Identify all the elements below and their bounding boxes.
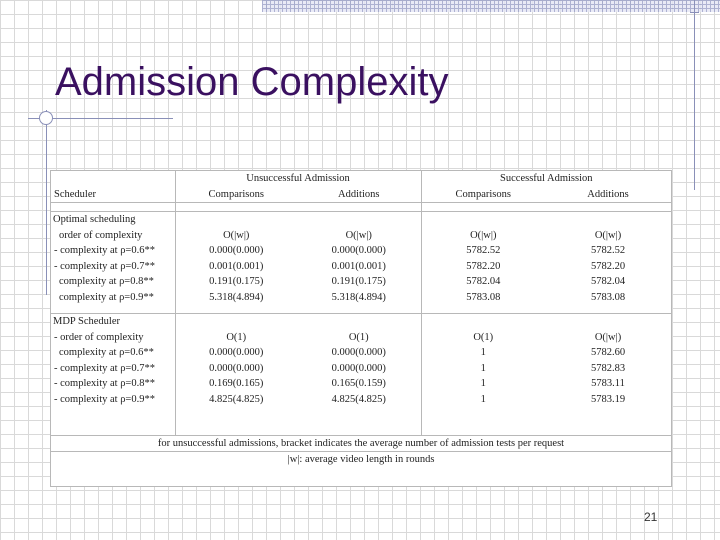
- blank-cell: [51, 407, 175, 436]
- empty-cell: [297, 212, 421, 228]
- spacer-cell: [421, 305, 545, 314]
- table-row: [51, 376, 671, 392]
- spacer-cell: [175, 203, 297, 212]
- blank-row: [51, 407, 671, 436]
- table-cell: 5.318(4.894): [175, 290, 297, 306]
- spacer-cell: [51, 305, 175, 314]
- admission-complexity-table: [51, 171, 671, 467]
- table-cell: 0.165(0.159): [331, 378, 386, 389]
- row-label: complexity at ρ=0.8**: [59, 276, 154, 287]
- accent-circle-icon: [39, 111, 53, 125]
- table-row: [51, 290, 671, 306]
- section-label: Optimal scheduling: [53, 214, 136, 225]
- section-label: MDP Scheduler: [53, 316, 120, 327]
- group-header-successful: Successful Admission: [421, 171, 671, 187]
- table-row: [51, 361, 671, 377]
- empty-cell: [175, 212, 297, 228]
- table-cell: O(|w|): [594, 229, 622, 241]
- spacer-cell: [545, 203, 671, 212]
- table-cell: O(1): [348, 331, 369, 343]
- blank-cell: [297, 407, 421, 436]
- group-header-unsuccessful: Unsuccessful Admission: [175, 171, 421, 187]
- table-cell: 5782.04: [590, 276, 626, 287]
- row-label: - complexity at ρ=0.7**: [54, 362, 155, 374]
- table-cell: 0.000(0.000): [331, 245, 386, 256]
- table-cell: 0.169(0.165): [175, 376, 297, 392]
- table-row: [51, 345, 671, 361]
- row-label: complexity at ρ=0.9**: [59, 291, 154, 303]
- blank-cell: [175, 407, 297, 436]
- table-cell: 5.318(4.894): [331, 291, 386, 303]
- table-cell: 5782.60: [590, 347, 626, 358]
- table-cell: 0.191(0.175): [331, 276, 386, 287]
- table-cell: 0.000(0.000): [331, 347, 386, 358]
- table-cell: 4.825(4.825): [175, 392, 297, 408]
- spacer-cell: [297, 305, 421, 314]
- table-cell: 1: [421, 361, 545, 377]
- row-label: - complexity at ρ=0.7**: [54, 260, 155, 272]
- page-number: 21: [644, 510, 658, 524]
- empty-cell: [545, 314, 671, 330]
- slide-title: Admission Complexity: [55, 60, 449, 104]
- table-cell: 5783.19: [590, 393, 626, 405]
- spacer-row: [51, 203, 671, 212]
- table-row: [51, 243, 671, 259]
- table-cell: 5782.20: [421, 259, 545, 275]
- blank-cell: [545, 407, 671, 436]
- table-cell: 0.001(0.001): [331, 260, 386, 272]
- empty-cell: [421, 212, 545, 228]
- table-cell: 0.000(0.000): [175, 345, 297, 361]
- table-cell: 0.000(0.000): [175, 243, 297, 259]
- column-header-scheduler: Scheduler: [51, 187, 175, 203]
- footnote: for unsuccessful admissions, bracket indicates the average number of admission tests per request: [51, 436, 671, 452]
- table-row: [51, 228, 671, 244]
- table-cell: 4.825(4.825): [331, 393, 386, 405]
- section-header-row: [51, 314, 671, 330]
- table-cell: 5782.52: [590, 245, 626, 256]
- table-cell: 5782.83: [590, 362, 626, 374]
- footnote-row: [51, 436, 671, 452]
- table-cell: 5783.08: [421, 290, 545, 306]
- header-empty-cell: [51, 171, 175, 187]
- section-header-row: [51, 212, 671, 228]
- decorative-grid-bar: [262, 0, 720, 12]
- row-label: - complexity at ρ=0.9**: [54, 393, 155, 405]
- footnote-row: [51, 452, 671, 468]
- table-cell: O(1): [421, 330, 545, 346]
- table-cell: 0.191(0.175): [175, 274, 297, 290]
- column-header-additions: Additions: [545, 187, 671, 203]
- results-table-panel: [50, 170, 672, 487]
- spacer-cell: [51, 203, 175, 212]
- empty-cell: [545, 212, 671, 228]
- table-row: [51, 392, 671, 408]
- decorative-line: [694, 0, 695, 190]
- spacer-cell: [545, 305, 671, 314]
- blank-cell: [421, 407, 545, 436]
- table-cell: 0.001(0.001): [175, 259, 297, 275]
- spacer-cell: [421, 203, 545, 212]
- table-cell: 5783.08: [590, 291, 626, 303]
- table-cell: 1: [421, 345, 545, 361]
- table-row: [51, 259, 671, 275]
- row-label: - complexity at ρ=0.6**: [54, 245, 155, 256]
- decorative-tick: [690, 12, 699, 13]
- table-cell: 5782.52: [421, 243, 545, 259]
- table-cell: 5782.20: [590, 260, 626, 272]
- empty-cell: [175, 314, 297, 330]
- spacer-cell: [175, 305, 297, 314]
- empty-cell: [421, 314, 545, 330]
- spacer-row: [51, 305, 671, 314]
- row-label: - order of complexity: [54, 331, 144, 343]
- column-header-additions: Additions: [297, 187, 421, 203]
- table-cell: O(|w|): [175, 228, 297, 244]
- table-cell: 0.000(0.000): [175, 361, 297, 377]
- table-row: [51, 330, 671, 346]
- spacer-cell: [297, 203, 421, 212]
- empty-cell: [297, 314, 421, 330]
- table-cell: O(|w|): [345, 229, 372, 241]
- row-label: complexity at ρ=0.6**: [59, 347, 154, 358]
- table-cell: 1: [421, 376, 545, 392]
- column-header-row: [51, 187, 671, 203]
- table-cell: 5783.11: [591, 378, 625, 389]
- column-header-comparisons: Comparisons: [421, 187, 545, 203]
- table-cell: O(|w|): [421, 228, 545, 244]
- column-header-comparisons: Comparisons: [175, 187, 297, 203]
- row-label: order of complexity: [59, 229, 143, 241]
- row-label: - complexity at ρ=0.8**: [54, 378, 155, 389]
- accent-vertical-line: [46, 110, 47, 295]
- table-cell: 5782.04: [421, 274, 545, 290]
- table-cell: 0.000(0.000): [331, 362, 386, 374]
- footnote: |w|: average video length in rounds: [51, 452, 671, 468]
- table-cell: 1: [421, 392, 545, 408]
- table-cell: O(1): [175, 330, 297, 346]
- group-header-row: [51, 171, 671, 187]
- table-row: [51, 274, 671, 290]
- table-cell: O(|w|): [594, 331, 622, 343]
